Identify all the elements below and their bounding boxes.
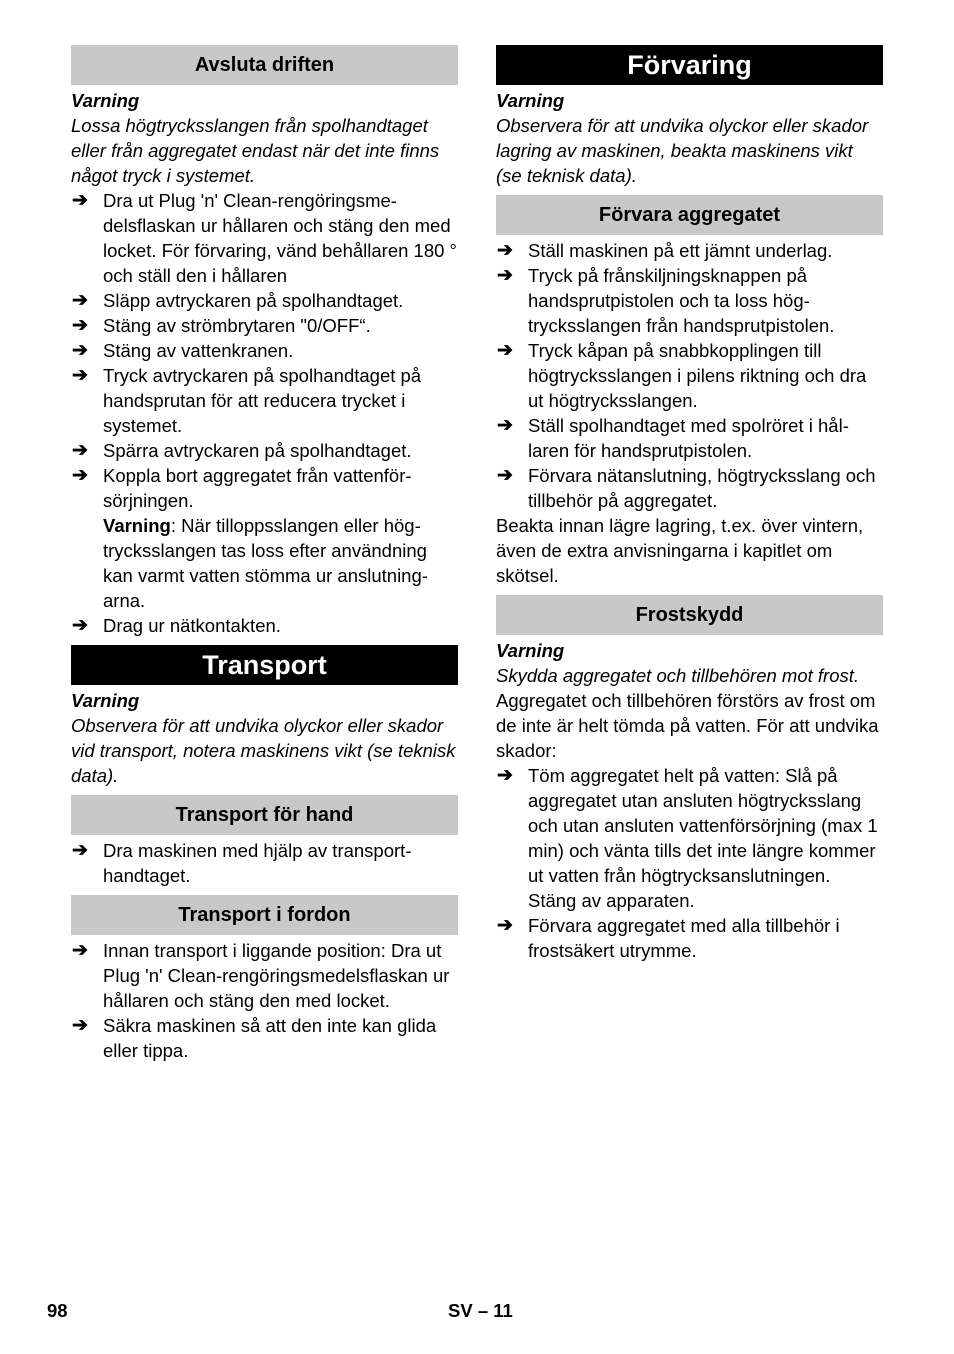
arrow-right-icon: ➔ [497,340,513,361]
arrow-right-icon: ➔ [72,1015,88,1036]
step-text: Tryck på frånskiljningsknappen på handsprutpistolen och ta loss högtrycksslangen från handsprutpistolen. [528,265,835,336]
arrow-right-icon: ➔ [72,615,88,636]
list-item [496,238,883,263]
section-heading-avsluta-driften: Avsluta driften [71,45,458,85]
step-text: Tryck avtryckaren på spolhandtaget på handsprutan för att reducera trycket i systemet. [103,365,422,436]
step-text: Dra maskinen med hjälp av transporthandtaget. [103,840,412,886]
list-item [71,188,458,288]
step-text: Koppla bort aggregatet från vattenförsörjningen. [103,465,412,511]
warning-text: Skydda aggregatet och tillbehören mot frost. [496,665,860,686]
arrow-right-icon: ➔ [72,315,88,336]
step-text: Dra ut Plug 'n' Clean-rengöringsmedelsflaskan ur hållaren och stäng den med locket. För förvaring, vänd behållaren 180 ° och ställ den i hållaren [103,190,457,286]
step-text: Stäng av strömbrytaren "0/OFF“. [103,315,371,336]
arrow-right-icon: ➔ [72,840,88,861]
step-text: Töm aggregatet helt på vatten: Slå på aggregatet utan ansluten högtrycksslang och utan ansluten vattenförsörjning (max 1 min) och vänta tills det inte längre kommer ut vatten från högtrycksanslutningen. Stäng av apparaten. [528,765,878,911]
step-text: Ställ maskinen på ett jämnt underlag. [528,240,833,261]
warning-title: Varning [496,640,565,661]
left-column [71,45,458,1063]
arrow-right-icon: ➔ [497,265,513,286]
step-text: Tryck kåpan på snabbkopplingen till högtrycksslangen i pilens riktning och dra ut högtrycksslangen. [528,340,867,411]
arrow-right-icon: ➔ [72,440,88,461]
warning-text: Observera för att undvika olyckor eller skador lagring av maskinen, beakta maskinens vikt (se teknisk data). [496,115,869,186]
warning-title: Varning [71,90,140,111]
step-text: Säkra maskinen så att den inte kan glida eller tippa. [103,1015,437,1061]
step-text: Ställ spolhandtaget med spolröret i hållaren för handsprutpistolen. [528,415,849,461]
arrow-right-icon: ➔ [497,915,513,936]
arrow-right-icon: ➔ [497,415,513,436]
arrow-right-icon: ➔ [497,240,513,261]
list-item [71,288,458,313]
list-item [71,338,458,363]
step-list [496,238,883,513]
list-item [71,1013,458,1063]
warning-title: Varning [71,690,140,711]
arrow-right-icon: ➔ [72,940,88,961]
arrow-right-icon: ➔ [72,190,88,211]
arrow-right-icon: ➔ [72,365,88,386]
warning-note [71,513,458,613]
body-paragraph: Aggregatet och tillbehören förstörs av frost om de inte är helt tömda på vatten. För att undvika skador: [496,690,879,761]
list-item [71,938,458,1013]
step-list [71,938,458,1063]
step-text: Förvara nätanslutning, högtrycksslang och tillbehör på aggregatet. [528,465,876,511]
list-item [71,838,458,888]
section-heading-transport-fordon: Transport i fordon [71,895,458,935]
list-item [71,463,458,513]
section-heading-transport-hand: Transport för hand [71,795,458,835]
list-item [71,438,458,463]
page-number: 98 [47,1300,68,1321]
arrow-right-icon: ➔ [497,765,513,786]
step-text: Innan transport i liggande position: Dra ut Plug 'n' Clean-rengöringsmedelsflaskan ur hållaren och stäng den med locket. [103,940,450,1011]
warning-title: Varning [496,90,565,111]
list-item [496,463,883,513]
list-item [71,363,458,438]
warning-text: Observera för att undvika olyckor eller skador vid transport, notera maskinens vikt (se teknisk data). [71,715,456,786]
section-heading-forvaring: Förvaring [496,45,883,85]
warning-note-label: Varning [103,515,171,536]
body-paragraph: Beakta innan lägre lagring, t.ex. över vintern, även de extra anvisningarna i kapitlet om skötsel. [496,515,864,586]
list-item [71,613,458,638]
step-list [71,613,458,638]
arrow-right-icon: ➔ [72,290,88,311]
step-text: Spärra avtryckaren på spolhandtaget. [103,440,412,461]
list-item [496,338,883,413]
section-heading-frostskydd: Frostskydd [496,595,883,635]
warning-note-text: : När tilloppsslangen eller högtrycksslangen tas loss efter användning kan varmt vatten stömma ur anslutningarna. [103,515,428,611]
list-item [496,413,883,463]
step-text: Förvara aggregatet med alla tillbehör i frostsäkert utrymme. [528,915,840,961]
list-item [496,263,883,338]
arrow-right-icon: ➔ [497,465,513,486]
warning-text: Lossa högtrycksslangen från spolhandtaget eller från aggregatet endast när det inte finns något tryck i systemet. [71,115,440,186]
arrow-right-icon: ➔ [72,340,88,361]
step-list [496,763,883,963]
list-item [496,763,883,913]
section-heading-forvara-aggregatet: Förvara aggregatet [496,195,883,235]
step-text: Stäng av vattenkranen. [103,340,294,361]
step-text: Släpp avtryckaren på spolhandtaget. [103,290,404,311]
step-list [71,188,458,513]
right-column [496,45,883,963]
list-item [496,913,883,963]
step-list [71,838,458,888]
arrow-right-icon: ➔ [72,465,88,486]
section-heading-transport: Transport [71,645,458,685]
page-reference: SV – 11 [448,1300,513,1321]
step-text: Drag ur nätkontakten. [103,615,281,636]
list-item [71,313,458,338]
